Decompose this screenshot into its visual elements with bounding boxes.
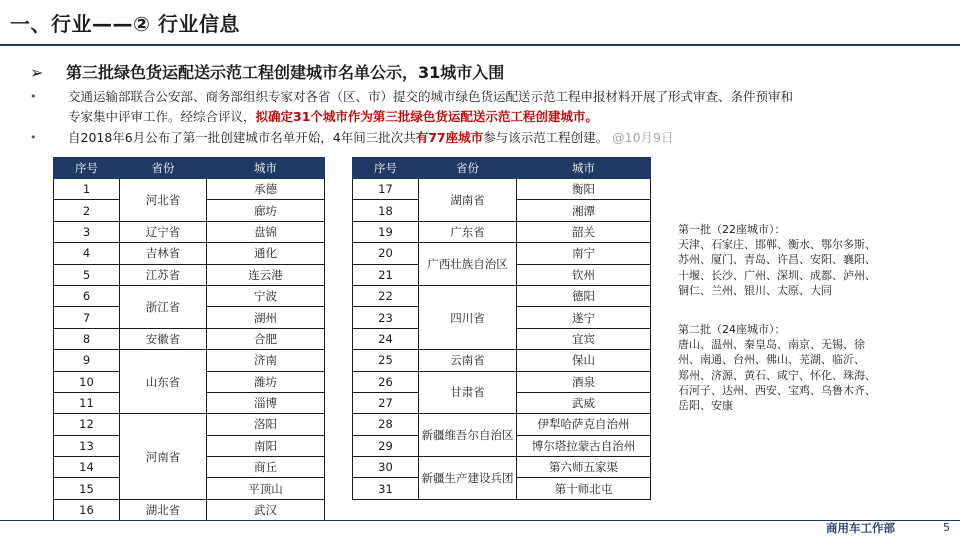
batch2-line: 唐山、温州、秦皇岛、南京、无锡、徐 [678, 338, 865, 352]
batch2-line: 石河子、达州、西安、宝鸡、乌鲁木齐、 [678, 383, 876, 397]
row-number: 29 [353, 435, 419, 456]
table-row [353, 179, 651, 200]
bullet-review-plain: 专家集中评审工作。经综合评议， [68, 109, 256, 124]
bullet-dot-icon: • [30, 131, 37, 144]
row-number: 2 [54, 200, 120, 221]
batch2-line: 州、南通、台州、佛山、芜湖、临沂、 [678, 353, 865, 367]
city-cell: 承德 [207, 179, 325, 200]
bullet-review-line2 [68, 107, 938, 127]
row-number: 1 [54, 179, 120, 200]
city-cell: 武威 [517, 392, 651, 413]
city-cell: 盘锦 [207, 221, 325, 242]
city-cell: 通化 [207, 243, 325, 264]
row-number: 5 [54, 264, 120, 285]
batch1-title: 第一批（22座城市）： [678, 223, 786, 236]
row-number: 13 [54, 435, 120, 456]
province-cell: 湖南省 [419, 179, 517, 222]
city-cell: 伊犁哈萨克自治州 [517, 414, 651, 435]
page-number: 5 [943, 521, 950, 534]
province-cell: 河北省 [120, 179, 207, 222]
table-row [54, 414, 325, 435]
province-cell: 山东省 [120, 350, 207, 414]
row-number: 31 [353, 478, 419, 499]
row-number: 21 [353, 264, 419, 285]
province-cell: 新疆生产建设兵团 [419, 457, 517, 500]
row-number: 7 [54, 307, 120, 328]
header-no: 序号 [54, 158, 120, 179]
province-cell: 吉林省 [120, 243, 207, 264]
table-row [353, 243, 651, 264]
city-cell: 第六师五家渠 [517, 457, 651, 478]
table-row [54, 179, 325, 200]
province-cell: 浙江省 [120, 285, 207, 328]
row-number: 22 [353, 285, 419, 306]
city-cell: 平顶山 [207, 478, 325, 499]
header-province: 省份 [120, 158, 207, 179]
row-number: 24 [353, 328, 419, 349]
department-label: 商用车工作部 [826, 521, 895, 535]
row-number: 19 [353, 221, 419, 242]
table-row [54, 221, 325, 242]
city-cell: 保山 [517, 350, 651, 371]
table-row [54, 328, 325, 349]
city-cell: 廊坊 [207, 200, 325, 221]
batch2-line: 郑州、济源、黄石、咸宁、怀化、珠海、 [678, 368, 876, 382]
city-cell: 武汉 [207, 499, 325, 520]
table-row [54, 350, 325, 371]
city-cell: 钦州 [517, 264, 651, 285]
province-cell: 云南省 [419, 350, 517, 371]
bullet-dot-icon: • [30, 90, 37, 103]
row-number: 30 [353, 457, 419, 478]
bullet-history-date: @10月9日 [612, 130, 674, 145]
bullet-history-highlight: 有77座城市 [415, 130, 484, 145]
city-cell: 德阳 [517, 285, 651, 306]
row-number: 26 [353, 371, 419, 392]
city-cell: 宁波 [207, 285, 325, 306]
batch1-line: 十堰、长沙、广州、深圳、成都、泸州、 [678, 268, 876, 282]
section-heading-text: 第三批绿色货运配送示范工程创建城市名单公示，31城市入围 [66, 63, 505, 82]
city-cell: 遂宁 [517, 307, 651, 328]
table-row [353, 371, 651, 392]
header-city: 城市 [517, 158, 651, 179]
province-cell: 四川省 [419, 285, 517, 349]
province-cell: 广西壮族自治区 [419, 243, 517, 286]
row-number: 8 [54, 328, 120, 349]
arrow-bullet-icon: ➢ [30, 63, 44, 82]
city-cell: 湖州 [207, 307, 325, 328]
batch2-note [678, 322, 903, 413]
city-cell: 酒泉 [517, 371, 651, 392]
bullet-review-highlight: 拟确定31个城市作为第三批绿色货运配送示范工程创建城市。 [255, 109, 598, 124]
bullet-history-after: 参与该示范工程创建。 [483, 130, 609, 145]
province-cell: 辽宁省 [120, 221, 207, 242]
bullet-history [30, 128, 938, 148]
row-number: 12 [54, 414, 120, 435]
row-number: 6 [54, 285, 120, 306]
footer-divider [0, 520, 960, 521]
header-province: 省份 [419, 158, 517, 179]
batch1-line: 苏州、厦门、青岛、许昌、安阳、襄阳、 [678, 253, 876, 267]
batch2-title: 第二批（24座城市）： [678, 323, 786, 336]
city-cell: 湘潭 [517, 200, 651, 221]
city-cell: 淄博 [207, 392, 325, 413]
bullet-history-before: 自2018年6月公布了第一批创建城市名单开始，4年间三批次共 [68, 130, 416, 145]
row-number: 15 [54, 478, 120, 499]
city-cell: 宜宾 [517, 328, 651, 349]
table-row [54, 285, 325, 306]
batch1-note [678, 222, 903, 298]
row-number: 17 [353, 179, 419, 200]
province-cell: 安徽省 [120, 328, 207, 349]
row-number: 3 [54, 221, 120, 242]
table-row [54, 243, 325, 264]
table-row [353, 285, 651, 306]
batch1-line: 铜仁、兰州、银川、太原、大同 [678, 283, 832, 297]
table-row [353, 350, 651, 371]
city-cell: 南宁 [517, 243, 651, 264]
section-heading [30, 60, 504, 83]
bullet-review-line1: 交通运输部联合公安部、商务部组织专家对各省（区、市）提交的城市绿色货运配送示范工程申报材料开展了形式审查、条件预审和 [68, 89, 794, 104]
row-number: 27 [353, 392, 419, 413]
city-table-right [352, 157, 651, 500]
city-cell: 潍坊 [207, 371, 325, 392]
row-number: 20 [353, 243, 419, 264]
table-row [353, 414, 651, 435]
city-cell: 第十师北屯 [517, 478, 651, 499]
city-cell: 商丘 [207, 457, 325, 478]
row-number: 9 [54, 350, 120, 371]
batch1-line: 天津、石家庄、邯郸、衡水、鄂尔多斯、 [678, 238, 876, 252]
header-no: 序号 [353, 158, 419, 179]
province-cell: 甘肃省 [419, 371, 517, 414]
table-row [54, 499, 325, 520]
batch2-line: 岳阳、安康 [678, 399, 733, 413]
city-table-left [53, 157, 325, 521]
title-divider [0, 44, 960, 46]
row-number: 23 [353, 307, 419, 328]
province-cell: 湖北省 [120, 499, 207, 520]
city-cell: 济南 [207, 350, 325, 371]
province-cell: 广东省 [419, 221, 517, 242]
province-cell: 河南省 [120, 414, 207, 500]
province-cell: 新疆维吾尔自治区 [419, 414, 517, 457]
city-cell: 韶关 [517, 221, 651, 242]
row-number: 25 [353, 350, 419, 371]
table-row [353, 457, 651, 478]
row-number: 14 [54, 457, 120, 478]
row-number: 11 [54, 392, 120, 413]
row-number: 4 [54, 243, 120, 264]
table-row [353, 221, 651, 242]
table-row [54, 264, 325, 285]
row-number: 16 [54, 499, 120, 520]
city-cell: 洛阳 [207, 414, 325, 435]
header-city: 城市 [207, 158, 325, 179]
province-cell: 江苏省 [120, 264, 207, 285]
city-cell: 连云港 [207, 264, 325, 285]
city-cell: 博尔塔拉蒙古自治州 [517, 435, 651, 456]
city-cell: 合肥 [207, 328, 325, 349]
city-cell: 衡阳 [517, 179, 651, 200]
page-title: 一、行业——② 行业信息 [10, 12, 240, 36]
city-cell: 南阳 [207, 435, 325, 456]
row-number: 10 [54, 371, 120, 392]
bullet-review [30, 87, 938, 127]
row-number: 18 [353, 200, 419, 221]
row-number: 28 [353, 414, 419, 435]
